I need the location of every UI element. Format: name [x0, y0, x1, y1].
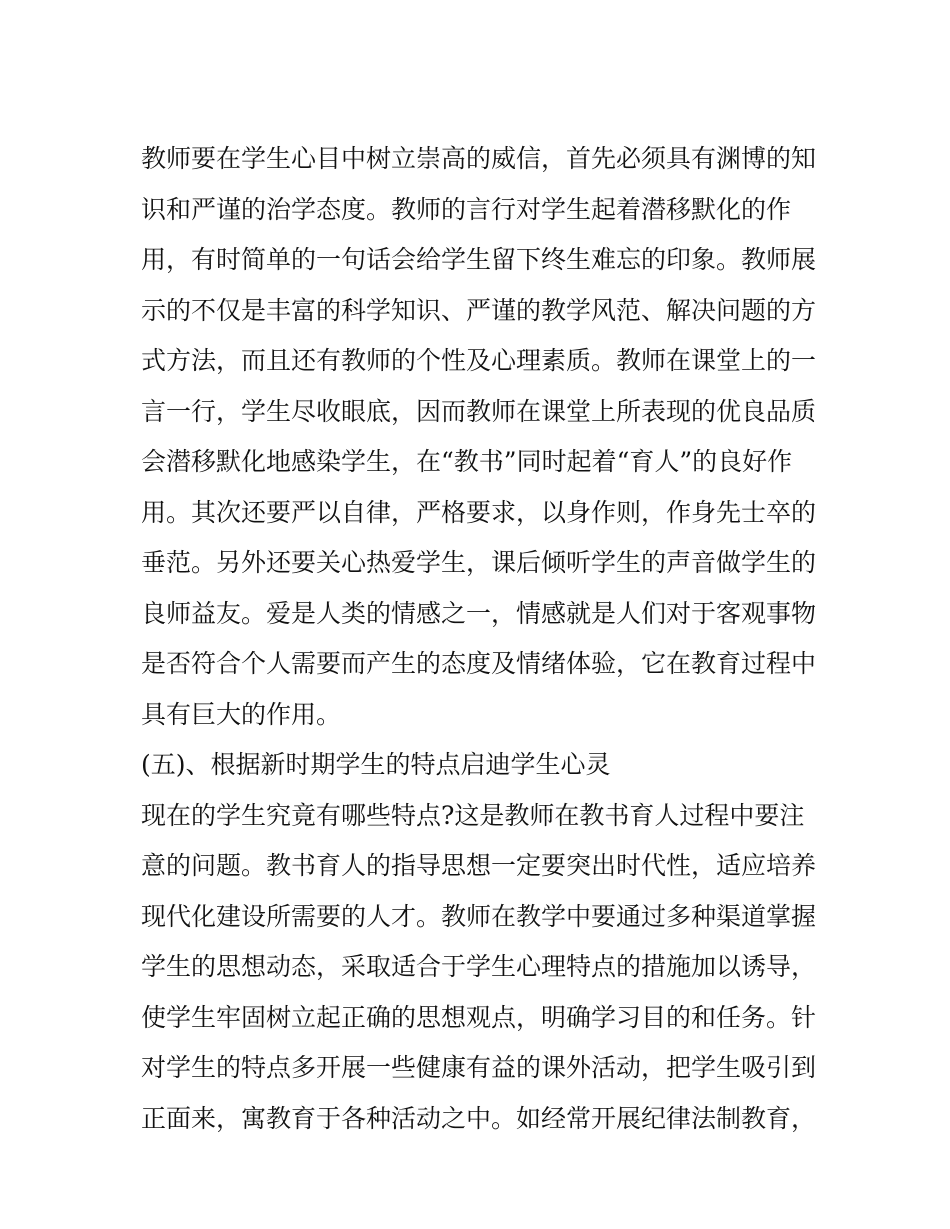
- text-line-1: 教师要在学生心目中树立崇高的威信，首先必须具有渊博的知: [141, 144, 817, 173]
- section-heading: (五)、根据新时期学生的特点启迪学生心灵: [141, 750, 611, 779]
- text-line-16: 现代化建设所需要的人才。教师在教学中要通过多种渠道掌握: [141, 901, 817, 931]
- text-line-8: 用。其次还要严以自律，严格要求，以身作则，作身先士卒的: [141, 497, 817, 527]
- text-line-7: 会潜移默化地感染学生，在“教书”同时起着“育人”的良好作: [141, 447, 793, 476]
- text-line-2: 识和严谨的治学态度。教师的言行对学生起着潜移默化的作: [141, 194, 792, 224]
- text-line-18: 使学生牢固树立起正确的思想观点，明确学习目的和任务。针: [141, 1002, 817, 1032]
- text-line-19: 对学生的特点多开展一些健康有益的课外活动，把学生吸引到: [141, 1053, 817, 1082]
- document-body: [141, 134, 821, 1144]
- text-line-10: 良师益友。爱是人类的情感之一，情感就是人们对于客观事物: [141, 598, 817, 628]
- text-line-14: 现在的学生究竟有哪些特点?这是教师在教书育人过程中要注: [141, 800, 805, 830]
- text-line-5: 式方法，而且还有教师的个性及心理素质。教师在课堂上的一: [141, 346, 817, 375]
- text-line-6: 言一行，学生尽收眼底，因而教师在课堂上所表现的优良品质: [141, 396, 817, 426]
- text-line-15: 意的问题。教书育人的指导思想一定要突出时代性，适应培养: [141, 851, 817, 880]
- text-line-12: 具有巨大的作用。: [141, 699, 342, 729]
- text-line-4: 示的不仅是丰富的科学知识、严谨的教学风范、解决问题的方: [141, 295, 817, 325]
- text-line-3: 用，有时简单的一句话会给学生留下终生难忘的印象。教师展: [141, 245, 817, 274]
- text-line-11: 是否符合个人需要而产生的态度及情绪体验，它在教育过程中: [141, 649, 817, 678]
- text-line-20: 正面来，寓教育于各种活动之中。如经常开展纪律法制教育，: [141, 1103, 817, 1133]
- text-line-9: 垂范。另外还要关心热爱学生，课后倾听学生的声音做学生的: [141, 548, 817, 577]
- text-line-17: 学生的思想动态，采取适合于学生心理特点的措施加以诱导，: [141, 952, 817, 981]
